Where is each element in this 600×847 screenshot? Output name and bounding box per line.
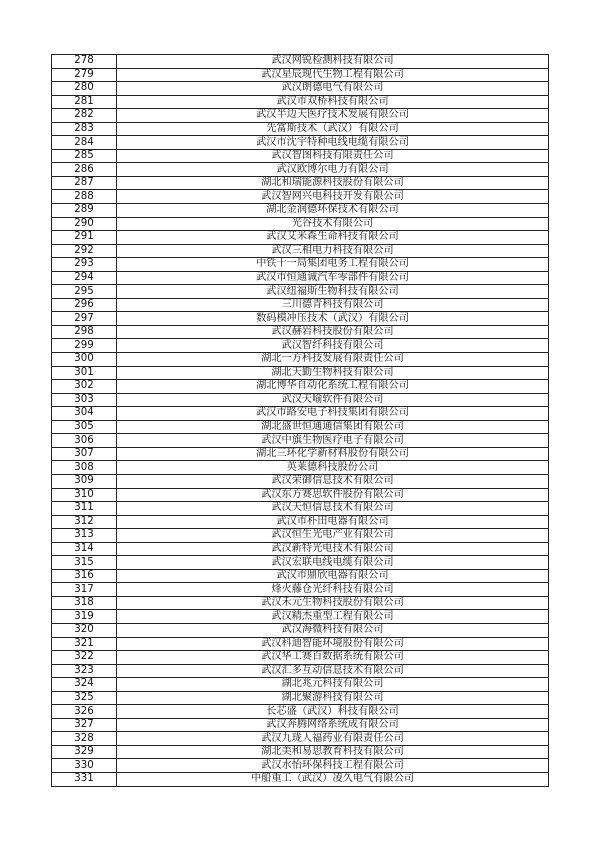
table-row	[52, 407, 549, 421]
table-row	[52, 515, 549, 529]
row-number-cell: 294	[52, 271, 117, 285]
company-name-cell: 先富斯技术（武汉）有限公司	[117, 122, 549, 136]
company-name-cell: 武汉半边天医疗技术发展有限公司	[117, 109, 549, 123]
table-row	[52, 488, 549, 502]
row-number-cell: 304	[52, 407, 117, 421]
company-list-table	[51, 54, 549, 787]
company-name-cell: 湖北聚游科技有限公司	[117, 691, 549, 705]
row-number-cell: 297	[52, 312, 117, 326]
table-row	[52, 542, 549, 556]
company-name-cell: 武汉赫岩科技股份有限公司	[117, 325, 549, 339]
company-name-cell: 武汉天喻软件有限公司	[117, 393, 549, 407]
table-row	[52, 502, 549, 516]
company-name-cell: 武汉纽福斯生物科技有限公司	[117, 285, 549, 299]
table-row	[52, 258, 549, 272]
table-row	[52, 705, 549, 719]
row-number-cell: 307	[52, 447, 117, 461]
table-row	[52, 244, 549, 258]
row-number-cell: 280	[52, 82, 117, 96]
row-number-cell: 330	[52, 759, 117, 773]
company-name-cell: 武汉荣御信息技术有限公司	[117, 474, 549, 488]
table-row	[52, 772, 549, 786]
table-row	[52, 312, 549, 326]
table-row	[52, 583, 549, 597]
company-name-cell: 武汉海微科技有限公司	[117, 623, 549, 637]
row-number-cell: 327	[52, 718, 117, 732]
row-number-cell: 324	[52, 678, 117, 692]
company-name-cell: 湖北和瑞能源科技股份有限公司	[117, 176, 549, 190]
row-number-cell: 317	[52, 583, 117, 597]
table-row	[52, 122, 549, 136]
company-name-cell: 中船重工（武汉）凌久电气有限公司	[117, 772, 549, 786]
table-row	[52, 231, 549, 245]
company-name-cell: 武汉三相电力科技有限公司	[117, 244, 549, 258]
row-number-cell: 321	[52, 637, 117, 651]
row-number-cell: 316	[52, 569, 117, 583]
company-name-cell: 湖北一方科技发展有限责任公司	[117, 353, 549, 367]
row-number-cell: 285	[52, 149, 117, 163]
row-number-cell: 306	[52, 434, 117, 448]
company-name-cell: 三川德青科技有限公司	[117, 298, 549, 312]
company-name-cell: 武汉科迪智能环境股份有限公司	[117, 637, 549, 651]
table-row	[52, 569, 549, 583]
company-name-cell: 湖北美和易思教育科技有限公司	[117, 745, 549, 759]
table-row	[52, 420, 549, 434]
company-name-cell: 武汉精杰重型工程有限公司	[117, 610, 549, 624]
row-number-cell: 295	[52, 285, 117, 299]
row-number-cell: 283	[52, 122, 117, 136]
company-name-cell: 湖北兆元科技有限公司	[117, 678, 549, 692]
company-name-cell: 武汉汇多互动信息技术有限公司	[117, 664, 549, 678]
company-name-cell: 武汉朗德电气有限公司	[117, 82, 549, 96]
company-name-cell: 武汉市路安电子科技集团有限公司	[117, 407, 549, 421]
row-number-cell: 303	[52, 393, 117, 407]
table-row	[52, 732, 549, 746]
table-row	[52, 529, 549, 543]
table-row	[52, 325, 549, 339]
table-row	[52, 149, 549, 163]
row-number-cell: 323	[52, 664, 117, 678]
row-number-cell: 282	[52, 109, 117, 123]
table-row	[52, 380, 549, 394]
company-name-cell: 武汉艾米森生命科技有限公司	[117, 231, 549, 245]
row-number-cell: 296	[52, 298, 117, 312]
row-number-cell: 289	[52, 204, 117, 218]
row-number-cell: 310	[52, 488, 117, 502]
row-number-cell: 281	[52, 95, 117, 109]
row-number-cell: 328	[52, 732, 117, 746]
company-name-cell: 湖北三环化学新材料股份有限公司	[117, 447, 549, 461]
table-row	[52, 637, 549, 651]
row-number-cell: 325	[52, 691, 117, 705]
table-body	[52, 55, 549, 787]
row-number-cell: 300	[52, 353, 117, 367]
company-name-cell: 英莱德科技股份公司	[117, 461, 549, 475]
table-row	[52, 596, 549, 610]
table-row	[52, 190, 549, 204]
company-name-cell: 武汉恒生光电产业有限公司	[117, 529, 549, 543]
table-row	[52, 651, 549, 665]
row-number-cell: 319	[52, 610, 117, 624]
company-name-cell: 武汉市恒通诚汽车零部件有限公司	[117, 271, 549, 285]
row-number-cell: 329	[52, 745, 117, 759]
table-row	[52, 285, 549, 299]
table-row	[52, 556, 549, 570]
table-row	[52, 339, 549, 353]
company-name-cell: 武汉市沈宇特种电线电缆有限公司	[117, 136, 549, 150]
row-number-cell: 320	[52, 623, 117, 637]
company-name-cell: 武汉天恒信息技术有限公司	[117, 502, 549, 516]
table-row	[52, 55, 549, 69]
table-row	[52, 353, 549, 367]
table-row	[52, 718, 549, 732]
table-row	[52, 745, 549, 759]
table-row	[52, 691, 549, 705]
company-name-cell: 湖北天勤生物科技有限公司	[117, 366, 549, 380]
company-name-cell: 武汉网锐检测科技有限公司	[117, 55, 549, 69]
row-number-cell: 302	[52, 380, 117, 394]
company-name-cell: 武汉水怡环保科技工程有限公司	[117, 759, 549, 773]
table-row	[52, 109, 549, 123]
row-number-cell: 291	[52, 231, 117, 245]
row-number-cell: 322	[52, 651, 117, 665]
company-name-cell: 武汉星辰现代生物工程有限公司	[117, 68, 549, 82]
table-row	[52, 474, 549, 488]
row-number-cell: 290	[52, 217, 117, 231]
table-row	[52, 610, 549, 624]
row-number-cell: 309	[52, 474, 117, 488]
company-name-cell: 光谷技术有限公司	[117, 217, 549, 231]
table-row	[52, 95, 549, 109]
company-name-cell: 武汉市双桥科技有限公司	[117, 95, 549, 109]
company-name-cell: 数码模冲压技术（武汉）有限公司	[117, 312, 549, 326]
row-number-cell: 305	[52, 420, 117, 434]
company-name-cell: 武汉智图科技有限责任公司	[117, 149, 549, 163]
table-row	[52, 271, 549, 285]
company-name-cell: 武汉欧博尔电力有限公司	[117, 163, 549, 177]
row-number-cell: 287	[52, 176, 117, 190]
row-number-cell: 315	[52, 556, 117, 570]
company-name-cell: 中铁十一局集团电务工程有限公司	[117, 258, 549, 272]
company-name-cell: 湖北博华自动化系统工程有限公司	[117, 380, 549, 394]
company-name-cell: 武汉九珑人福药业有限责任公司	[117, 732, 549, 746]
table-row	[52, 136, 549, 150]
table-row	[52, 434, 549, 448]
row-number-cell: 326	[52, 705, 117, 719]
company-name-cell: 武汉市鼎欣电器有限公司	[117, 569, 549, 583]
company-name-cell: 武汉智网兴电科技开发有限公司	[117, 190, 549, 204]
company-name-cell: 烽火藤仓光纤科技有限公司	[117, 583, 549, 597]
row-number-cell: 312	[52, 515, 117, 529]
company-name-cell: 武汉市朴田电器有限公司	[117, 515, 549, 529]
row-number-cell: 301	[52, 366, 117, 380]
row-number-cell: 313	[52, 529, 117, 543]
company-name-cell: 武汉中旗生物医疗电子有限公司	[117, 434, 549, 448]
row-number-cell: 299	[52, 339, 117, 353]
company-name-cell: 湖北盛世恒通通信集团有限公司	[117, 420, 549, 434]
row-number-cell: 314	[52, 542, 117, 556]
company-name-cell: 长芯盛（武汉）科技有限公司	[117, 705, 549, 719]
company-name-cell: 武汉新特光电技术有限公司	[117, 542, 549, 556]
company-name-cell: 武汉智纤科技有限公司	[117, 339, 549, 353]
row-number-cell: 308	[52, 461, 117, 475]
table-row	[52, 163, 549, 177]
table-row	[52, 759, 549, 773]
row-number-cell: 293	[52, 258, 117, 272]
row-number-cell: 318	[52, 596, 117, 610]
row-number-cell: 278	[52, 55, 117, 69]
company-name-cell: 武汉华工赛百数据系统有限公司	[117, 651, 549, 665]
table-row	[52, 461, 549, 475]
company-name-cell: 武汉奔腾网络系统成有限公司	[117, 718, 549, 732]
company-list-table-wrapper	[51, 54, 549, 787]
row-number-cell: 284	[52, 136, 117, 150]
table-row	[52, 678, 549, 692]
company-name-cell: 武汉东方赛思软件股份有限公司	[117, 488, 549, 502]
company-name-cell: 湖北金润德环保技术有限公司	[117, 204, 549, 218]
table-row	[52, 204, 549, 218]
row-number-cell: 331	[52, 772, 117, 786]
table-row	[52, 82, 549, 96]
table-row	[52, 664, 549, 678]
table-row	[52, 393, 549, 407]
row-number-cell: 311	[52, 502, 117, 516]
table-row	[52, 447, 549, 461]
table-row	[52, 68, 549, 82]
company-name-cell: 武汉禾元生物科技股份有限公司	[117, 596, 549, 610]
table-row	[52, 298, 549, 312]
table-row	[52, 176, 549, 190]
table-row	[52, 366, 549, 380]
row-number-cell: 288	[52, 190, 117, 204]
table-row	[52, 623, 549, 637]
row-number-cell: 286	[52, 163, 117, 177]
row-number-cell: 298	[52, 325, 117, 339]
company-name-cell: 武汉宏联电线电缆有限公司	[117, 556, 549, 570]
table-row	[52, 217, 549, 231]
row-number-cell: 292	[52, 244, 117, 258]
row-number-cell: 279	[52, 68, 117, 82]
